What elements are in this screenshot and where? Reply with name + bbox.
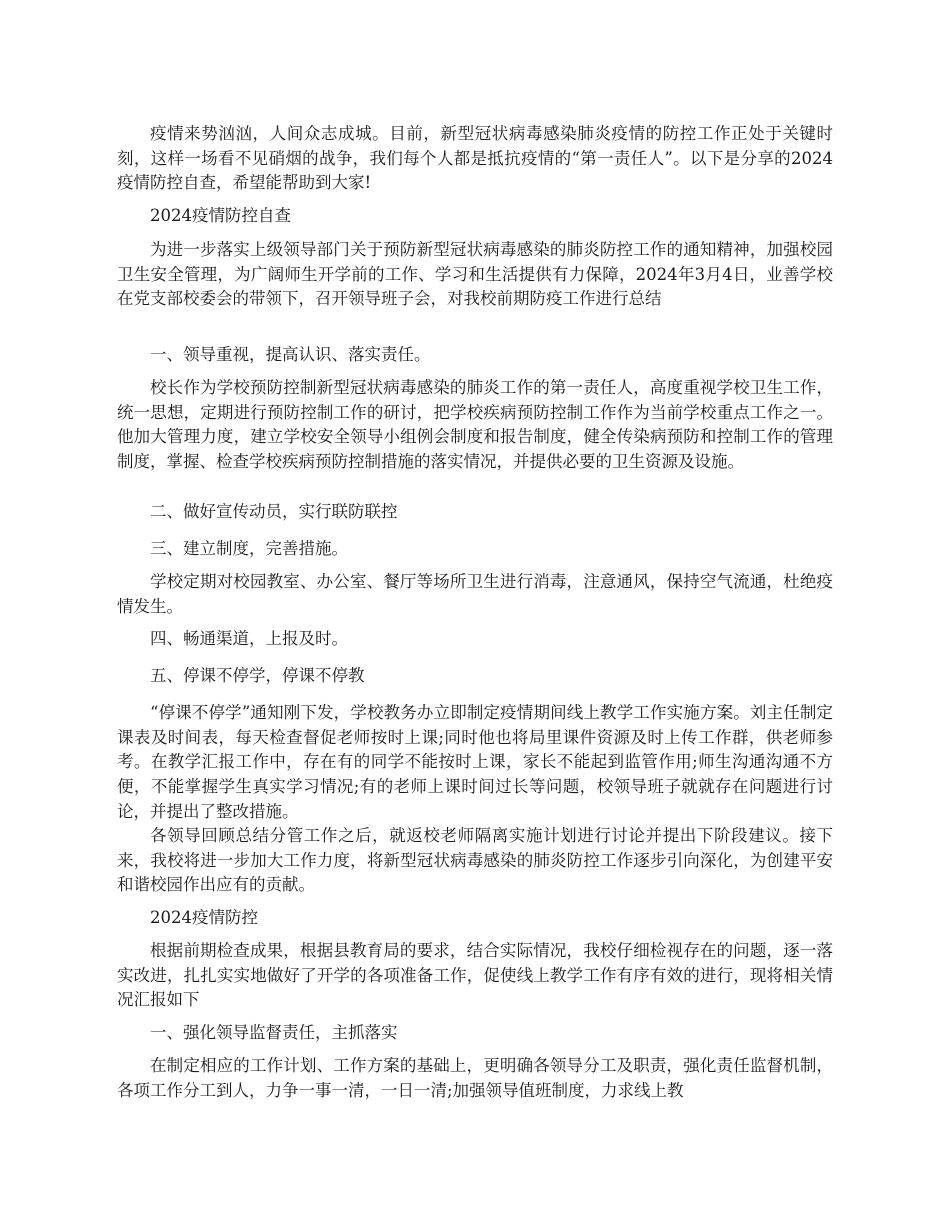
- heading-paragraph: 一、强化领导监督责任，主抓落实: [150, 1023, 398, 1042]
- section-title: 2024疫情防控: [150, 908, 258, 927]
- heading-paragraph: 四、畅通渠道，上报及时。: [150, 629, 348, 648]
- body-paragraph: 为进一步落实上级领导部门关于预防新型冠状病毒感染的肺炎防控工作的通知精神，加强校园卫生安全管理，为广阔师生开学前的工作、学习和生活提供有力保障，2024年3月4日，业善学校在党支部校委会的带领下，召开领导班子会，对我校前期防疫工作进行总结: [117, 240, 833, 309]
- heading-paragraph: 三、建立制度，完善措施。: [150, 539, 348, 558]
- body-paragraph: 校长作为学校预防控制新型冠状病毒感染的肺炎工作的第一责任人，高度重视学校卫生工作，统一思想，定期进行预防控制工作的研讨，把学校疾病预防控制工作作为当前学校重点工作之一。他加大管理力度，建立学校安全领导小组例会制度和报告制度，健全传染病预防和控制工作的管理制度，掌握、检查学校疾病预防控制措施的落实情况，并提供必要的卫生资源及设施。: [117, 378, 833, 472]
- heading-paragraph: 二、做好宣传动员，实行联防联控: [150, 502, 398, 521]
- body-paragraph: 根据前期检查成果，根据县教育局的要求，结合实际情况，我校仔细检视存在的问题，逐一落实改进，扎扎实实地做好了开学的各项准备工作，促使线上教学工作有序有效的进行，现将相关情况汇报如下: [117, 941, 833, 1010]
- body-paragraph: 在制定相应的工作计划、工作方案的基础上，更明确各领导分工及职责，强化责任监督机制，各项工作分工到人，力争一事一清，一日一清;加强领导值班制度，力求线上教: [117, 1056, 833, 1100]
- body-paragraph: 各领导回顾总结分管工作之后，就返校老师隔离实施计划进行讨论并提出下阶段建议。接下来，我校将进一步加大工作力度，将新型冠状病毒感染的肺炎防控工作逐步引向深化，为创建平安和谐校园作出应有的贡献。: [117, 826, 833, 895]
- heading-paragraph: 五、停课不停学，停课不停教: [150, 666, 365, 685]
- heading-paragraph: 一、领导重视，提高认识、落实责任。: [150, 345, 431, 364]
- intro-paragraph: 疫情来势汹汹，人间众志成城。目前，新型冠状病毒感染肺炎疫情的防控工作正处于关键时刻，这样一场看不见硝烟的战争，我们每个人都是抵抗疫情的“第一责任人”。以下是分享的2024疫情防控自查，希望能帮助到大家!: [117, 124, 833, 193]
- body-paragraph: 学校定期对校园教室、办公室、餐厅等场所卫生进行消毒，注意通风，保持空气流通，杜绝疫情发生。: [117, 572, 833, 616]
- body-paragraph: “停课不停学”通知刚下发，学校教务办立即制定疫情期间线上教学工作实施方案。刘主任制定课表及时间表，每天检查督促老师按时上课;同时他也将局里课件资源及时上传工作群，供老师参考。在教学汇报工作中，存在有的同学不能按时上课，家长不能起到监管作用;师生沟通沟通不方便，不能掌握学生真实学习情况;有的老师上课时间过长等问题，校领导班子就就存在问题进行讨论，并提出了整改措施。: [117, 703, 833, 821]
- section-title: 2024疫情防控自查: [150, 206, 291, 225]
